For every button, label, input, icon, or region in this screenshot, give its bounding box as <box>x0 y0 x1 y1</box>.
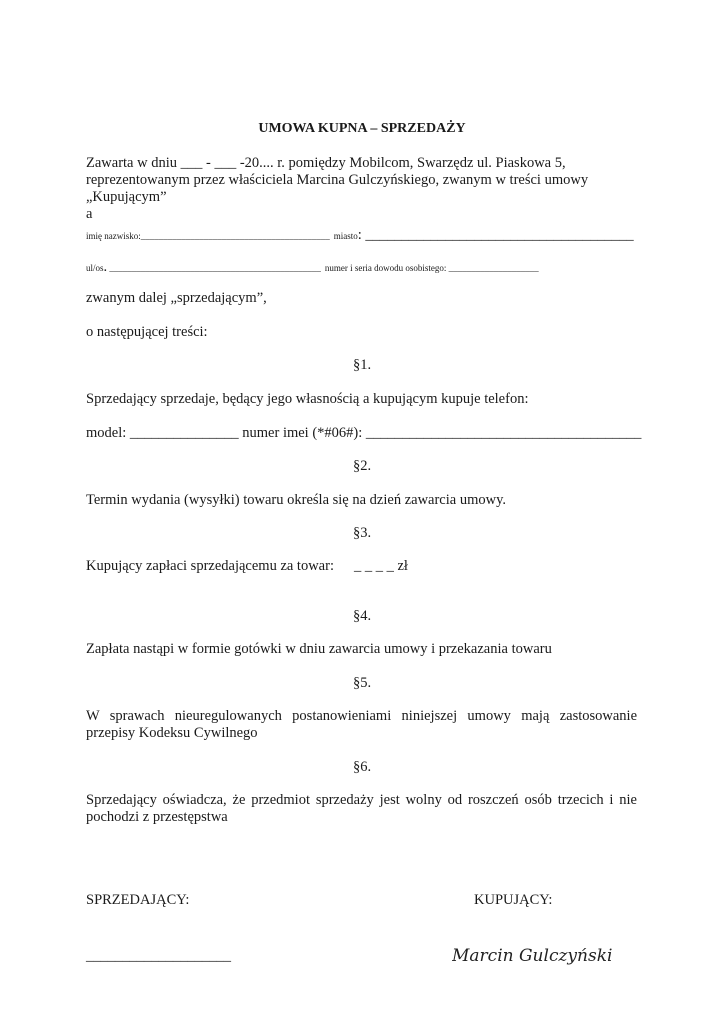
intro-line-3: „Kupującym” <box>86 189 167 205</box>
section-3-number: §3. <box>352 525 372 541</box>
section-5-number: §5. <box>352 675 372 691</box>
section-5-text-line-1: W sprawach nieuregulowanych postanowieniami niniejszej umowy mają zastosowanie <box>86 708 637 724</box>
section-5-text-line-2: przepisy Kodeksu Cywilnego <box>86 725 258 741</box>
model-imei-line: model: _______________ numer imei (*#06#): ______________________________________ <box>86 425 642 441</box>
following-text-line: o następującej treści: <box>86 324 208 340</box>
street-blank[interactable]: _______________________________________________ <box>107 263 321 273</box>
city-label: miasto <box>333 231 358 241</box>
name-city-row <box>86 226 634 244</box>
section-1-number: §1. <box>352 357 372 373</box>
street-dot: . <box>103 259 108 275</box>
section-6-text-line-1: Sprzedający oświadcza, że przedmiot sprzedaży jest wolny od roszczeń osób trzecich i nie <box>86 792 637 808</box>
buyer-signature <box>452 940 612 970</box>
section-4-text: Zapłata nastąpi w formie gotówki w dniu zawarcia umowy i przekazania towaru <box>86 641 552 657</box>
city-blank[interactable]: _____________________________________ <box>361 227 634 243</box>
address-id-row <box>86 258 539 276</box>
svg-text:Marcin Gulczyński: Marcin Gulczyński <box>452 946 612 966</box>
street-label: ul/os <box>86 263 104 273</box>
seller-signature-label: SPRZEDAJĄCY: <box>86 892 190 908</box>
section-3-text: Kupujący zapłaci sprzedającemu za towar: <box>86 558 334 574</box>
intro-line-1: Zawarta w dniu ___ - ___ -20.... r. pomiędzy Mobilcom, Swarzędz ul. Piaskowa 5, <box>86 155 566 171</box>
id-label: numer i seria dowodu osobistego: <box>324 263 447 273</box>
document-title: UMOWA KUPNA – SPRZEDAŻY <box>258 121 466 136</box>
intro-line-2: reprezentowanym przez właściciela Marcina Gulczyńskiego, zwanym w treści umowy <box>86 172 589 188</box>
section-1-text: Sprzedający sprzedaje, będący jego własnością a kupującym kupuje telefon: <box>86 391 529 407</box>
section-2-text: Termin wydania (wysyłki) towaru określa się na dzień zawarcia umowy. <box>86 492 507 508</box>
name-blank[interactable]: __________________________________________ <box>140 231 330 241</box>
section-6-text-line-2: pochodzi z przestępstwa <box>86 809 228 825</box>
section-4-number: §4. <box>352 608 372 624</box>
id-blank[interactable]: ____________________ <box>446 263 539 273</box>
name-label: imię nazwisko: <box>86 231 141 241</box>
section-2-number: §2. <box>352 458 372 474</box>
price-value: _ _ _ _ zł <box>354 558 408 574</box>
buyer-signature-label: KUPUJĄCY: <box>474 892 553 908</box>
intro-line-4: a <box>86 206 93 222</box>
seller-called-line: zwanym dalej „sprzedającym”, <box>86 290 267 306</box>
section-6-number: §6. <box>352 759 372 775</box>
city-colon: : <box>357 227 362 243</box>
seller-signature-line[interactable]: ____________________ <box>86 948 231 964</box>
